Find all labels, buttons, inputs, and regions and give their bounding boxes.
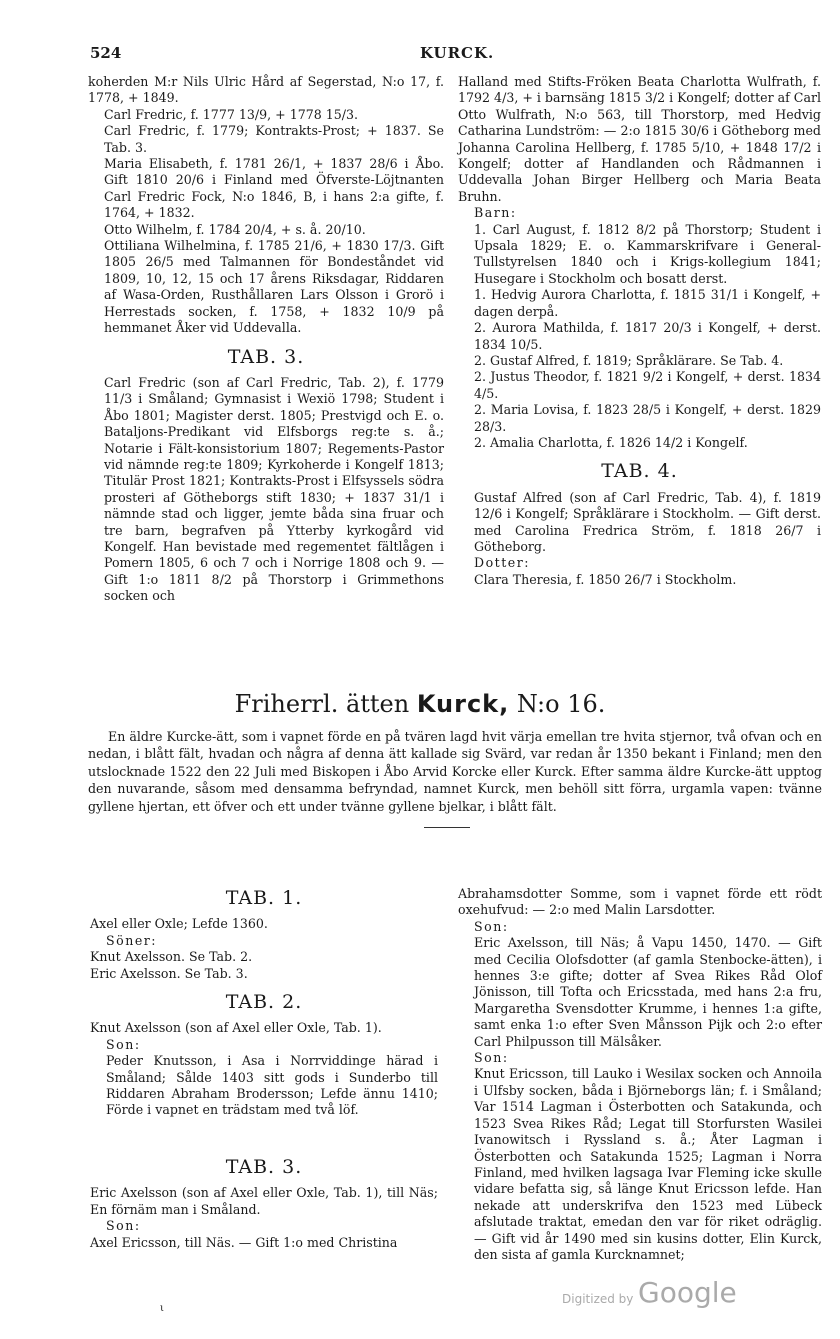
page-number: 524 — [90, 44, 122, 62]
son-entry: Knut Ericsson, till Lauko i Wesilax socken och Annoila i Ulfsby socken, båda i Björneborgs län; f. i Småland; Var 1514 Lagman i Österbotten och Satakunda, och 1523 Svea Rikes Råd; Legat till Storfursten Wasilei Ivanowitsch i Ryssland s. å.; Åter Lagman i Österbotten och Satakunda 1525; Lagman i Norra Finland, med hvilken lagsaga Ivar Fleming icke skulle vidare befatta sig, så länge Knut Ericsson lefde. Han nekade att underskrifva den 1523 med Lübeck afslutade traktat, emedan den var för riket odräglig. — Gift vid år 1490 med sin kusins dotter, Elin Kurck, den sista af gamla Kurcknamnet; — [474, 1066, 822, 1262]
text-line: Carl Fredric, f. 1779; Kontrakts-Prost; + 1837. Se Tab. 3. — [104, 123, 444, 155]
text-line: Carl Fredric, f. 1777 13/9, + 1778 15/3. — [104, 106, 359, 122]
title-suffix: N:o 16. — [516, 690, 606, 718]
son-label: Son: — [106, 1036, 141, 1052]
title-name: Kurck, — [416, 690, 510, 718]
running-title: KURCK. — [420, 44, 495, 62]
tab-body: Knut Axelsson (son af Axel eller Oxle, Tab. 1). — [90, 1020, 382, 1036]
tab-body: Gustaf Alfred (son af Carl Fredric, Tab. 4), f. 1819 12/6 i Kongelf; Språklärare i Stockholm. — Gift derst. med Carolina Fredrica Ström, f. 1818 26/7 i Götheborg. — [474, 489, 821, 554]
tab-heading: TAB. 2. — [225, 991, 303, 1014]
soner-label: Söner: — [106, 932, 158, 948]
son-entry: Eric Axelsson. Se Tab. 3. — [90, 965, 248, 981]
left-column-top — [88, 74, 444, 605]
digitized-label: Digitized by — [562, 1292, 634, 1306]
tab-body: Axel eller Oxle; Lefde 1360. — [90, 916, 268, 932]
child-entry: 2. Aurora Mathilda, f. 1817 20/3 i Kongelf, + derst. 1834 10/5. — [474, 320, 821, 352]
intro-text: En äldre Kurcke-ätt, som i vapnet förde en på tvären lagd hvit värja emellan tre hvita stjernor, två ofvan och en nedan, i blått fält, hvadan och några af denna ätt kallade sig Svärd, var redan år 1350 bekant i Finland; men den utslocknade 1522 den 22 Juli med Biskopen i Åbo Arvid Korcke eller Kurck. Efter samma äldre Kurcke-ätt upptog den nuvarande, såsom med densamma befryndad, namnet Kurck, men behöll sitt förra, urgamla vapen: tvänne gyllene hjertan, ett öfver och ett under tvänne gyllene bjelkar, i blått fält. — [88, 729, 822, 814]
son-label: Son: — [106, 1218, 141, 1234]
text-line: Ottiliana Wilhelmina, f. 1785 21/6, + 1830 17/3. Gift 1805 26/5 med Talmannen för Bondeståndet vid 1809, 10, 12, 15 och 17 årens Riksdagar, Riddaren af Wasa-Orden, Rusthållaren Lars Olsson i Grorö i Herrestads socken, f. 1758, + 1832 10/9 på hemmanet Åker vid Uddevalla. — [104, 238, 444, 336]
text-line: Maria Elisabeth, f. 1781 26/1, + 1837 28/6 i Åbo. Gift 1810 20/6 i Finland med Öfverste-Löjtnanten Carl Fredric Fock, N:o 1846, B, i hans 2:a gifte, f. 1764, + 1832. — [104, 156, 444, 221]
son-entry: Axel Ericsson, till Näs. — Gift 1:o med Christina — [90, 1234, 398, 1250]
tab-body: Eric Axelsson (son af Axel eller Oxle, Tab. 1), till Näs; En förnäm man i Småland. — [90, 1185, 438, 1217]
text-line: Otto Wilhelm, f. 1784 20/4, + s. å. 20/10. — [104, 221, 366, 237]
child-entry: 2. Justus Theodor, f. 1821 9/2 i Kongelf, + derst. 1834 4/5. — [474, 369, 821, 401]
son-entry: Peder Knutsson, i Asa i Norrviddinge härad i Småland; Sålde 1403 sitt gods i Sunderbo till Riddaren Abraham Brodersson; Lefde ännu 1410; Förde i vapnet en trädstam med två löf. — [106, 1053, 438, 1118]
section-intro — [88, 728, 822, 815]
section-title — [0, 690, 840, 718]
tab-body: Carl Fredric (son af Carl Fredric, Tab. 2), f. 1779 11/3 i Småland; Gymnasist i Wexiö 1798; Student i Åbo 1801; Magister derst. 1805; Prestvigd och E. o. Bataljons-Predikant vid Elfsborgs reg:te s. å.; Notarie i Fält-konsistorium 1807; Regements-Pastor vid nämnde reg:te 1809; Kyrkoherde i Kongelf 1813; Titulär Prost 1821; Kontrakts-Prost i Elfsyssels södra prosteri af Götheborgs stift 1830; + 1837 31/1 i nämnde stad och ligger, jemte båda sina fruar och tre barn, begrafven på Ytterby kyrkogård vid Kongelf. Han bevistade med regementet fältlågen i Pomern 1805, 6 och 7 och i Norrige 1808 och 9. — Gift 1:o 1811 8/2 på Thorstorp i Grimmethons socken och — [104, 374, 444, 604]
title-prefix: Friherrl. ätten — [234, 690, 410, 718]
tab-heading: TAB. 1. — [225, 887, 303, 909]
dotter-label: Dotter: — [474, 555, 531, 571]
son-entry: Knut Axelsson. Se Tab. 2. — [90, 949, 253, 965]
page-header — [90, 44, 750, 64]
digitized-watermark — [562, 1276, 742, 1316]
footer-mark: ι — [160, 1303, 164, 1314]
son-label: Son: — [474, 1050, 509, 1066]
text-line: Abrahamsdotter Somme, som i vapnet förde ett rödt oxehufvud: — 2:o med Malin Larsdotter. — [458, 886, 822, 918]
text-line: Halland med Stifts-Fröken Beata Charlotta Wulfrath, f. 1792 4/3, + i barnsäng 1815 3/2 i Kongelf; dotter af Carl Otto Wulfrath, N:o 563, till Thorstorp, med Hedvig Catharina Lundström: — 2:o 1815 30/6 i Götheborg med Johanna Carolina Hellberg, f. 1785 5/10, + 1848 17/2 i Kongelf; dotter af Handlanden och Rådmannen i Uddevalla Johan Birger Hellberg och Maria Beata Bruhn. — [458, 74, 821, 204]
child-entry: 1. Carl August, f. 1812 8/2 på Thorstorp; Student i Upsala 1829; E. o. Kammarskrifvare i General-Tullstyrelsen 1840 och i Krigs-kollegium 1841; Husegare i Stockholm och bosatt derst. — [474, 221, 821, 286]
text-line: koherden M:r Nils Ulric Hård af Segerstad, N:o 17, f. 1778, + 1849. — [88, 74, 444, 106]
divider-rule — [424, 827, 470, 828]
child-entry: 2. Amalia Charlotta, f. 1826 14/2 i Kongelf. — [474, 434, 748, 450]
dotter-entry: Clara Theresia, f. 1850 26/7 i Stockholm. — [474, 571, 737, 587]
barn-label: Barn: — [474, 205, 517, 221]
child-entry: 1. Hedvig Aurora Charlotta, f. 1815 31/1 i Kongelf, + dagen derpå. — [474, 287, 821, 319]
tab-heading: TAB. 3. — [227, 345, 305, 368]
son-label: Son: — [474, 918, 509, 934]
google-logo: Google — [638, 1276, 737, 1309]
right-column-top — [458, 74, 821, 588]
son-entry: Eric Axelsson, till Näs; å Vapu 1450, 1470. — Gift med Cecilia Olofsdotter (af gamla Stenbocke-ätten), i hennes 3:e gifte; dotter af Svea Rikes Råd Olof Jönisson, till Tofta och Ericsstada, med hans 2:a fru, Margaretha Svensdotter Krumme, i hennes 1:a gifte, samt enka 1:o efter Sven Månsson Pijk och 2:o efter Carl Philpusson till Mälsåker. — [474, 935, 822, 1049]
child-entry: 2. Maria Lovisa, f. 1823 28/5 i Kongelf, + derst. 1829 28/3. — [474, 402, 821, 434]
tab-heading: TAB. 4. — [601, 460, 678, 483]
right-column-bottom — [458, 886, 822, 1263]
left-column-bottom — [90, 887, 438, 1251]
tab-heading: TAB. 3. — [225, 1155, 303, 1178]
child-entry: 2. Gustaf Alfred, f. 1819; Språklärare. Se Tab. 4. — [474, 352, 784, 368]
